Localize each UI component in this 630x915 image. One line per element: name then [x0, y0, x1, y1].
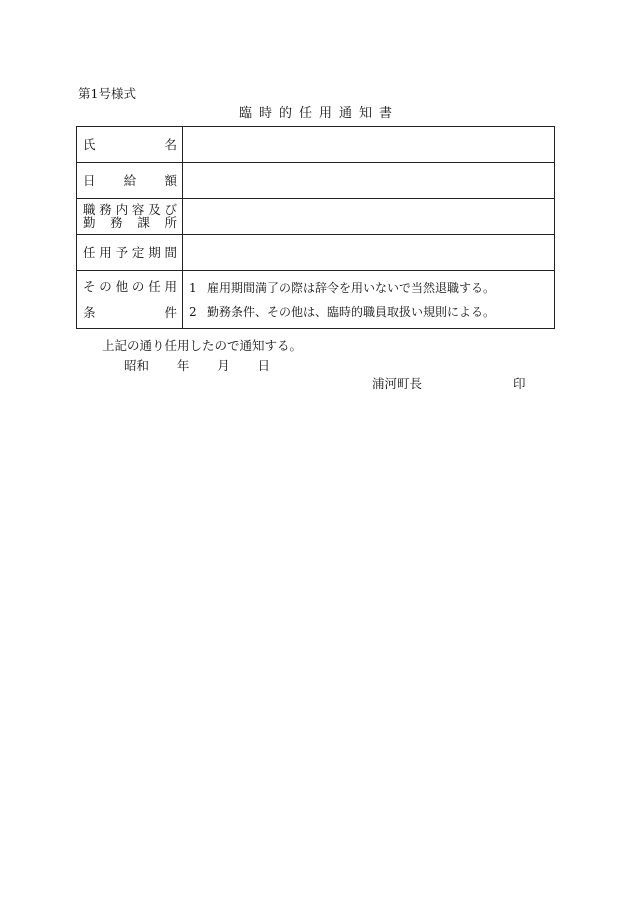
- row-other-conditions: [77, 271, 555, 329]
- label-duties: 職 務 内 容 及 び 勤 務 課 所: [77, 199, 183, 235]
- value-daily-pay[interactable]: [183, 163, 555, 199]
- notice-text: 上記の通り任用したので通知する。: [102, 338, 303, 353]
- value-duties[interactable]: [183, 199, 555, 235]
- issuer-name: 浦河町長: [372, 376, 423, 391]
- condition-item: 1 雇用期間満了の際は辞令を用いないで当然退職する。: [189, 280, 496, 295]
- condition-item: 2 勤務条件、その他は、臨時的職員取扱い規則による。: [189, 304, 496, 319]
- value-name[interactable]: [183, 127, 555, 163]
- value-period[interactable]: [183, 235, 555, 271]
- row-name: [77, 127, 555, 163]
- label-period: 任 用 予 定 期 間: [77, 235, 183, 271]
- appointment-table: [76, 126, 555, 329]
- row-duties: [77, 199, 555, 235]
- form-number: 第1号様式: [78, 86, 136, 101]
- label-name: 氏 名: [77, 127, 183, 163]
- label-daily-pay: 日 給 額: [77, 163, 183, 199]
- row-daily-pay: [77, 163, 555, 199]
- date-line: 昭和 年 月 日: [124, 358, 271, 373]
- label-other-conditions: そ の 他 の 任 用 条 件: [77, 271, 183, 329]
- document-title: 臨時的任用通知書: [238, 106, 399, 121]
- row-period: [77, 235, 555, 271]
- value-other-conditions: [183, 271, 555, 329]
- seal-mark: 印: [513, 376, 526, 391]
